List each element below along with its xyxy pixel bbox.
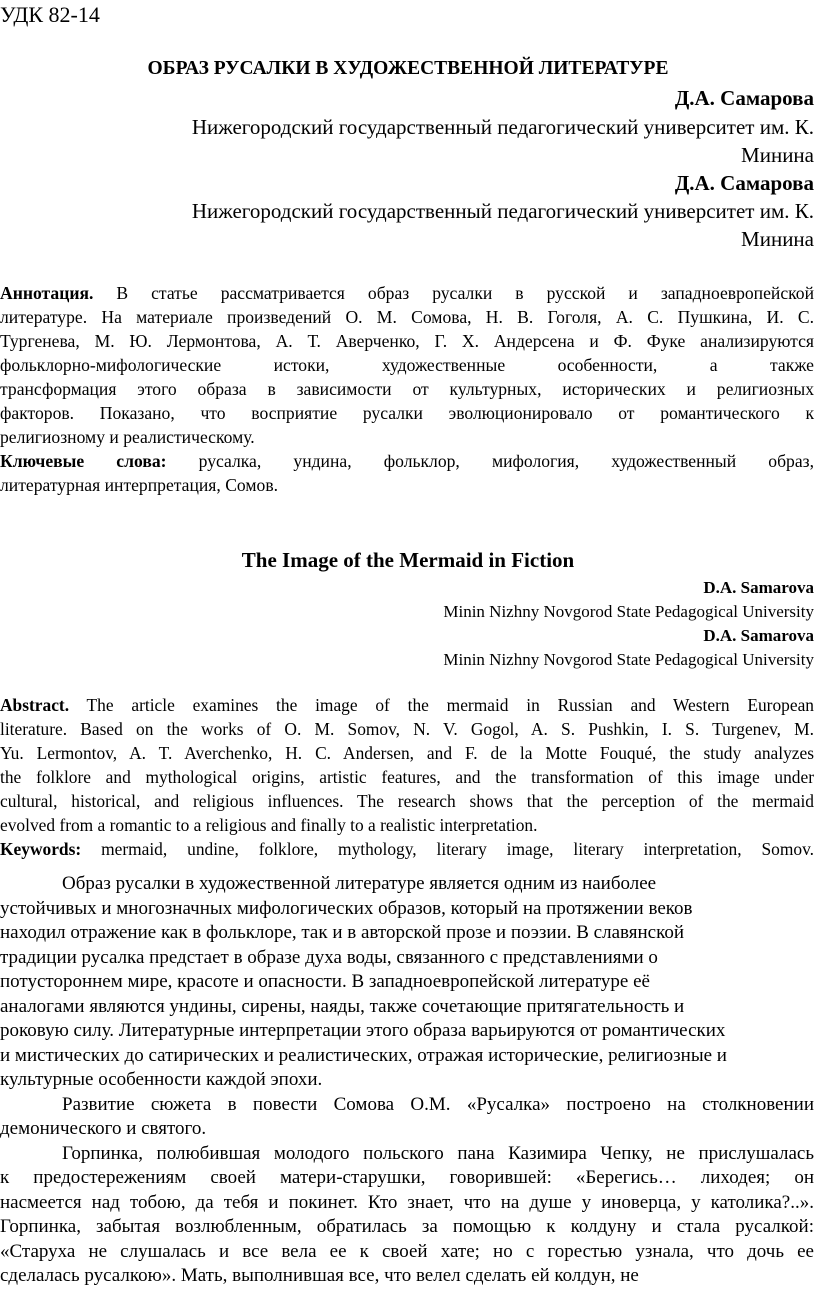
annotation-ru [0, 281, 814, 497]
body-line: культурные особенности каждой эпохи. [0, 1069, 323, 1090]
author-name-en-2: D.A. Samarova [703, 626, 814, 645]
keywords-ru-line: литературная интерпретация, Сомов. [0, 475, 279, 495]
author-affiliation-ru-1-line1: Нижегородский государственный педагогический университет им. К. [191, 115, 814, 139]
author-affiliation-en-1: Minin Nizhny Novgorod State Pedagogical University [443, 602, 814, 621]
author-name-en-1: D.A. Samarova [703, 578, 814, 597]
author-name-ru-1: Д.А. Самарова [674, 86, 814, 110]
body-line: сделалась русалкою». Мать, выполнившая все, что велел сделать ей колдун, не [0, 1265, 639, 1286]
author-name-ru-2: Д.А. Самарова [674, 171, 814, 195]
keywords-en-label: Keywords: [0, 839, 82, 859]
abstract-line: Yu. Lermontov, A. T. Averchenko, H. C. Andersen, and F. de la Motte Fouqué, the study analyzes [0, 743, 814, 763]
annotation-line: трансформация этого образа в зависимости от культурных, исторических и религиозных [0, 379, 814, 399]
author-affiliation-ru-2-line1: Нижегородский государственный педагогический университет им. К. [191, 199, 814, 223]
keywords-en-text: mermaid, undine, folklore, mythology, literary image, literary interpretation, Somov. [81, 839, 814, 859]
body-line: Образ русалки в художественной литературе является одним из наиболее [62, 873, 657, 894]
keywords-ru-line: русалка, ундина, фольклор, мифология, художественный образ, [166, 451, 814, 471]
abstract-en [0, 693, 814, 861]
annotation-line: факторов. Показано, что восприятие русалки эволюционировало от романтического к [0, 403, 814, 423]
body-line: Развитие сюжета в повести Сомова О.М. «Русалка» построено на столкновении [62, 1093, 814, 1115]
body-line: аналогами являются ундины, сирены, наяды, также сочетающие притягательность и [0, 995, 685, 1017]
body-line: насмеется над тобою, да тебя и покинет. Кто знает, что на душе у иноверца, у католика?..». [0, 1191, 814, 1213]
article-title-ru: ОБРАЗ РУСАЛКИ В ХУДОЖЕСТВЕННОЙ ЛИТЕРАТУРЕ [147, 58, 669, 79]
abstract-line: literature. Based on the works of O. M. Somov, N. V. Gogol, A. S. Pushkin, I. S. Turgenev, M. [0, 719, 814, 739]
abstract-line: the folklore and mythological origins, artistic features, and the transformation of this image under [0, 767, 814, 787]
author-affiliation-ru-2-line2: Минина [741, 227, 814, 251]
annotation-line: религиозному и реалистическому. [0, 427, 255, 447]
author-affiliation-en-2: Minin Nizhny Novgorod State Pedagogical University [443, 650, 814, 669]
body-line: к предостережениям своей матери-старушки, говорившей: «Берегись… лиходея; он [0, 1167, 814, 1188]
body-line: потустороннем мире, красоте и опасности. В западноевропейской литературе её [0, 971, 650, 992]
body-text [0, 872, 814, 1289]
annotation-line: литературе. На материале произведений О. М. Сомова, Н. В. Гоголя, А. С. Пушкина, И. С. [0, 307, 814, 327]
author-affiliation-ru-1-line2: Минина [741, 143, 814, 167]
body-line: и мистических до сатирических и реалистических, отражая исторические, религиозные и [0, 1044, 727, 1066]
body-line: демонического и святого. [0, 1118, 207, 1139]
udk-code: УДК 82-14 [0, 2, 100, 27]
abstract-line: cultural, historical, and religious influences. The research shows that the perception of the mermaid [0, 791, 814, 811]
annotation-line: В статье рассматривается образ русалки в русской и западноевропейской [93, 283, 814, 303]
body-line: находил отражение как в фольклоре, так и в авторской прозе и поэзии. В славянской [0, 922, 684, 943]
body-line: традиции русалка предстает в образе духа воды, связанного с представлениями о [0, 946, 658, 968]
body-line: роковую силу. Литературные интерпретации этого образа варьируются от романтических [0, 1020, 726, 1041]
annotation-label: Аннотация. [0, 283, 94, 303]
annotation-line: фольклорно-мифологические истоки, художественные особенности, а также [0, 355, 814, 375]
body-line: устойчивых и многозначных мифологических образов, который на протяжении веков [0, 897, 693, 919]
annotation-line: Тургенева, М. Ю. Лермонтова, А. Т. Аверченко, Г. Х. Андерсена и Ф. Фуке анализируются [0, 331, 814, 351]
body-line: Горпинка, забытая возлюбленным, обратилась за помощью к колдуну и стала русалкой: [0, 1216, 814, 1237]
abstract-line: evolved from a romantic to a religious and finally to a realistic interpretation. [0, 815, 538, 835]
abstract-line: The article examines the image of the mermaid in Russian and Western European [69, 695, 814, 715]
keywords-ru-label: Ключевые слова: [0, 451, 167, 471]
body-line: Горпинка, полюбившая молодого польского пана Казимира Чепку, не прислушалась [62, 1142, 814, 1164]
body-line: «Старуха не слушалась и все вела ее к своей хате; но с горестью узнала, что дочь ее [0, 1240, 814, 1262]
article-title-en: The Image of the Mermaid in Fiction [241, 548, 575, 572]
abstract-label: Abstract. [0, 695, 70, 715]
